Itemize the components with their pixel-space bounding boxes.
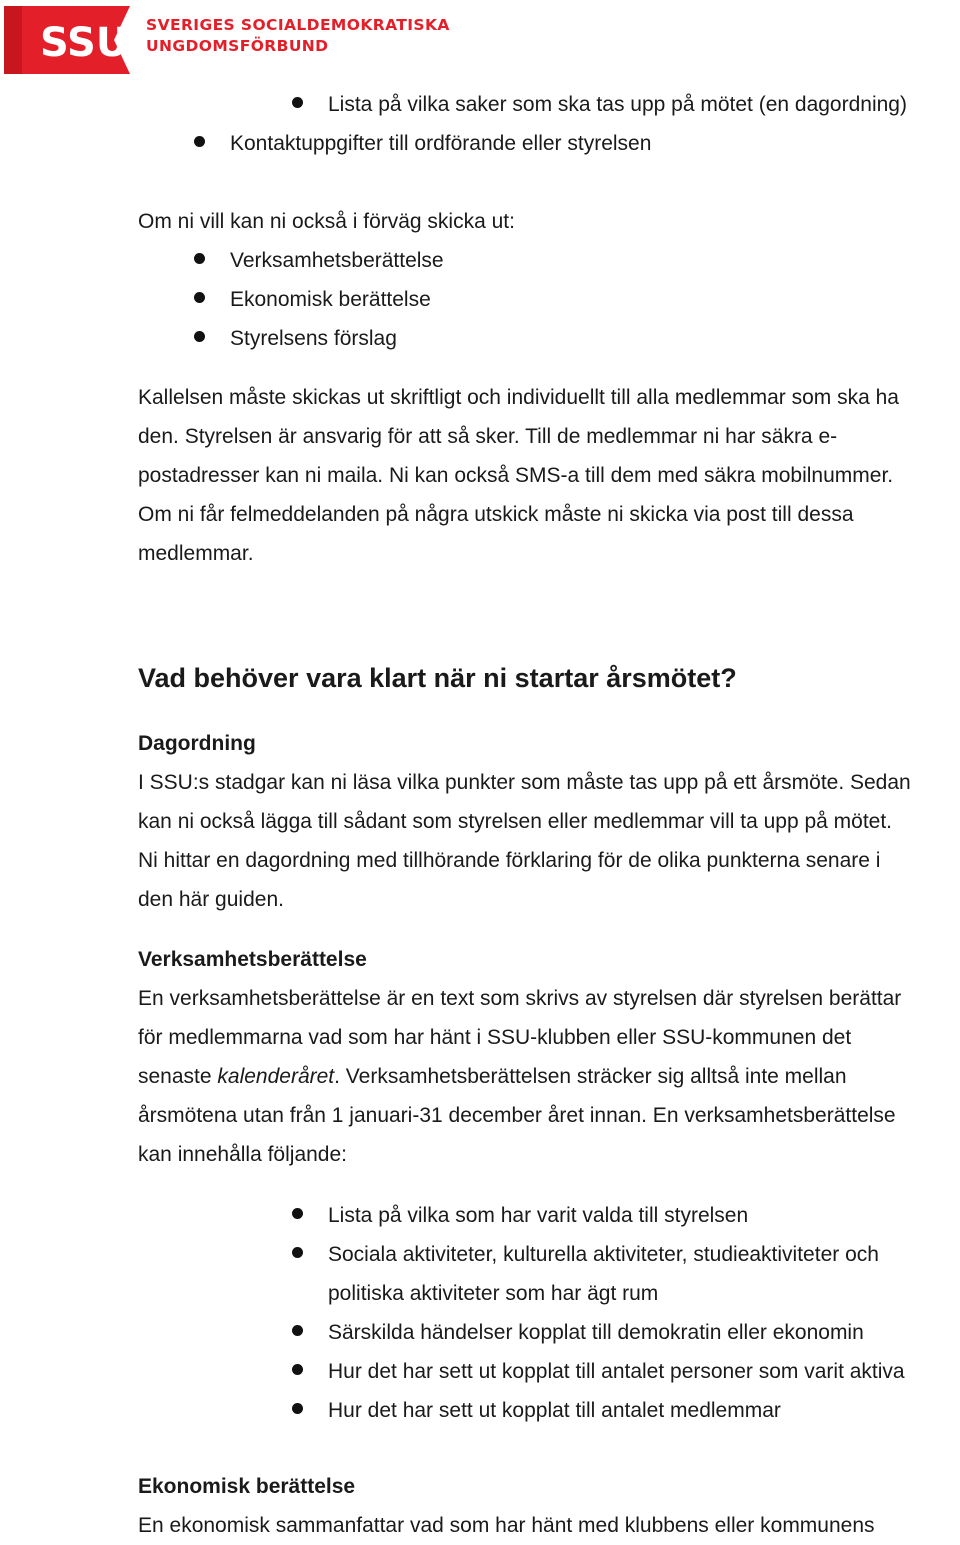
bullet-icon: [292, 1403, 303, 1414]
paragraph-line: En ekonomisk sammanfattar vad som har hänt med klubbens eller kommunens: [138, 1514, 875, 1537]
paragraph-line: kan ni också lägga till sådant som styrelsen eller medlemmar vill ta upp på mötet.: [138, 810, 893, 833]
subheading-ekonomisk-berattelse: Ekonomisk berättelse: [138, 1475, 356, 1498]
paragraph-line: årsmötena utan från 1 januari-31 december året innan. En verksamhetsberättelse: [138, 1104, 896, 1127]
paragraph-line: den här guiden.: [138, 888, 284, 911]
bullet-icon: [292, 1247, 303, 1258]
list-item: Ekonomisk berättelse: [230, 288, 431, 311]
org-name-line-2: UNGDOMSFÖRBUND: [146, 37, 329, 55]
bullet-icon: [292, 1364, 303, 1375]
org-name-line-1: SVERIGES SOCIALDEMOKRATISKA: [146, 16, 450, 34]
bullet-icon: [194, 331, 205, 342]
paragraph-line: för medlemmarna vad som har hänt i SSU-klubben eller SSU-kommunen det: [138, 1026, 852, 1049]
organisation-name: [146, 15, 450, 57]
paragraph-line: En verksamhetsberättelse är en text som skrivs av styrelsen där styrelsen berättar: [138, 987, 902, 1010]
list-item: Kontaktuppgifter till ordförande eller styrelsen: [230, 132, 652, 155]
bullet-icon: [194, 253, 205, 264]
paragraph-line: kan innehålla följande:: [138, 1143, 347, 1166]
emphasized-term: kalenderåret: [217, 1065, 335, 1088]
list-item: Lista på vilka saker som ska tas upp på mötet (en dagordning): [328, 93, 907, 116]
list-item: Hur det har sett ut kopplat till antalet medlemmar: [328, 1399, 781, 1422]
paragraph-line: Ni hittar en dagordning med tillhörande förklaring för de olika punkterna senare i: [138, 849, 881, 872]
paragraph-line: Kallelsen måste skickas ut skriftligt och individuellt till alla medlemmar som ska ha: [138, 386, 899, 409]
text-span: . Verksamhetsberättelsen sträcker sig alltså inte mellan: [334, 1065, 847, 1088]
paragraph-line: medlemmar.: [138, 542, 254, 565]
paragraph-line: postadresser kan ni maila. Ni kan också SMS-a till dem med säkra mobilnummer.: [138, 464, 894, 487]
logo-text: SSU: [40, 20, 129, 66]
section-heading: Vad behöver vara klart när ni startar årsmötet?: [138, 663, 737, 693]
bullet-icon: [292, 1325, 303, 1336]
bullet-icon: [194, 292, 205, 303]
list-item-continuation: politiska aktiviteter som har ägt rum: [328, 1282, 659, 1305]
list-item: Verksamhetsberättelse: [230, 249, 444, 272]
paragraph-line: I SSU:s stadgar kan ni läsa vilka punkter som måste tas upp på ett årsmöte. Sedan: [138, 771, 911, 794]
bullet-icon: [292, 97, 303, 108]
paragraph-line: Om ni får felmeddelanden på några utskick måste ni skicka via post till dessa: [138, 503, 854, 526]
bullet-icon: [292, 1208, 303, 1219]
paragraph-line: [138, 1057, 847, 1096]
bullet-icon: [194, 136, 205, 147]
paragraph-intro: Om ni vill kan ni också i förväg skicka ut:: [138, 210, 515, 233]
list-item: Lista på vilka som har varit valda till styrelsen: [328, 1204, 749, 1227]
list-item: Styrelsens förslag: [230, 327, 397, 350]
text-span: senaste: [138, 1065, 218, 1088]
list-item: Särskilda händelser kopplat till demokratin eller ekonomin: [328, 1321, 864, 1344]
subheading-verksamhetsberattelse: Verksamhetsberättelse: [138, 948, 367, 971]
page-header: [0, 0, 960, 80]
list-item: Sociala aktiviteter, kulturella aktiviteter, studieaktiviteter och: [328, 1243, 879, 1266]
paragraph-line: den. Styrelsen är ansvarig för att så sker. Till de medlemmar ni har säkra e-: [138, 425, 838, 448]
list-item: Hur det har sett ut kopplat till antalet personer som varit aktiva: [328, 1360, 905, 1383]
ssu-logo: [4, 6, 130, 74]
subheading-dagordning: Dagordning: [138, 732, 256, 755]
